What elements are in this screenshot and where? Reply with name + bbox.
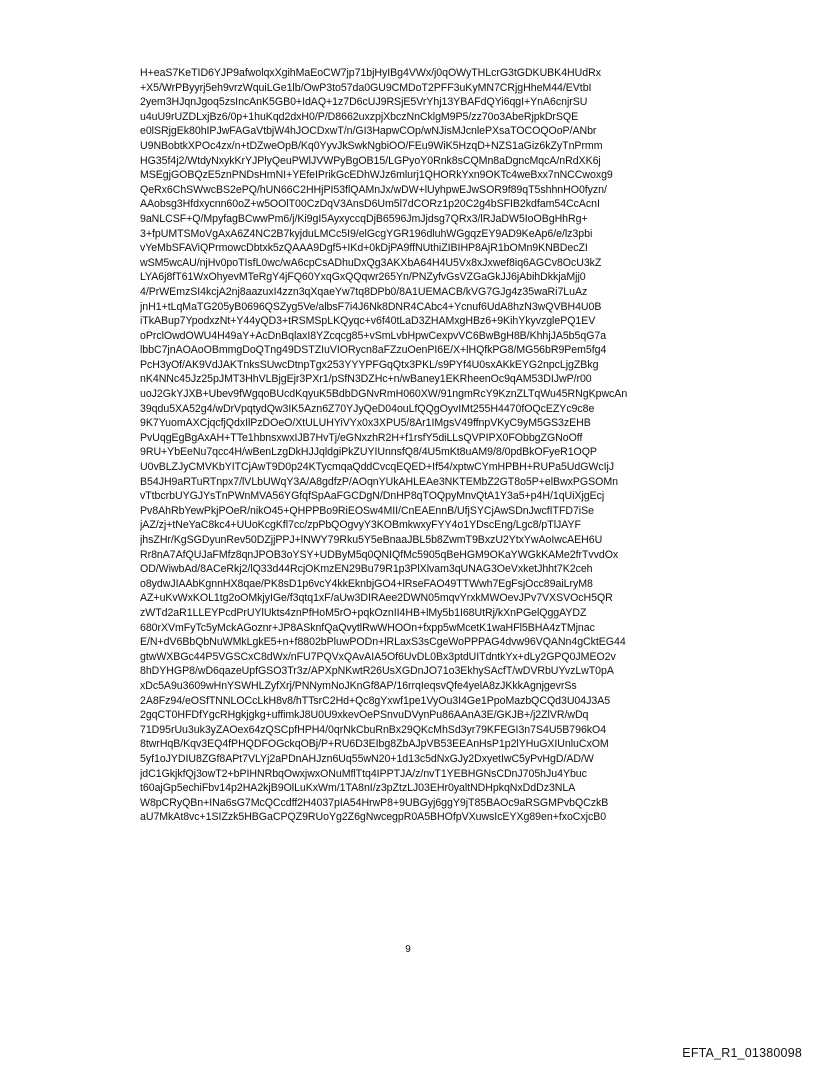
text-line: iTkABup7YpodxzNt+Y44yQD3+tRSMSpLKQyqc+v6f40tLaD3ZHAMxgHBz6+9KihYkyvzglePQ1EV (140, 315, 596, 328)
text-line: 2gqCT0HFDfYgcRHgkjgkg+uffimkJ8U0U9xkevOePSnvuDVynPu86AAnA3E/GKJB+/j2ZlVR/wDq (140, 709, 589, 722)
page-number: 9 (405, 944, 411, 955)
text-line: 9RU+YbEeNu7qcc4H/wBenLzgDkHJJqldgiPkZUYIUnnsfQ8/4U5mKt8uAM9/8/0pdBkOFyeR1OQP (140, 446, 597, 459)
text-line: AZ+uKvWxKOL1tg2oOMkjyIGe/f3qtq1xF/aUw3DIRAee2DWN05mqvYrxkMWOevJPv7VXSVOcH5QR (140, 592, 613, 605)
text-line: zWTd2aR1LLEYPcdPrUYlUkts4znPfHoM5rO+pqkOznII4HB+lMy5b1I68UtRj/kXnPGelQggAYDZ (140, 606, 587, 619)
text-line: MSEgjGOBQzE5znPNDsHmNI+YEfeIPrikGcEDhWJz6mlurj1QHORkYxn9OKTc4weBxx7nNCCwoxg9 (140, 169, 613, 182)
text-line: 3+fpUMTSMoVgAxA6Z4NC2B7kyjduLMCc5I9/elGcgYGR196dluhWGgqzEY9AD9KeAp6/e/lz3pbi (140, 227, 593, 240)
text-line: PvUqgEgBgAxAH+TTe1hbnsxwxIJB7HvTj/eGNxzhR2H+f1rsfY5diLLsQVPIPX0FObbgZGNoOff (140, 431, 583, 444)
text-line: jnH1+tLqMaTG205yB0696QSZyg5Ve/albsF7i4J6Nk8DNR4CAbc4+Ycnuf6UdA8hzN3wQVBH4U0B (140, 300, 602, 313)
text-line: e0lSRjgEk80hIPJwFAGaVtbjW4hJOCDxwT/n/GI3HapwCOp/wNJisMJcnlePXsaTOCOQOoP/ANbr (140, 125, 597, 138)
text-line: B54JH9aRTuRTnpx7/lVLbUWqY3A/A8gdfzP/AOqnYUkAHLEAe3NKTEMbZ2GT8o5P+elBwxPGSOMn (140, 475, 618, 488)
text-line: aU7MkAt8vc+1SIZzk5HBGaCPQZ9RUoYg2Z6gNwcegpR0A5BHOfpVXuwsIcEYXg89en+fxoCxjcB0 (140, 811, 607, 824)
text-line: 4/PrWEmzSI4kcjA2nj8aazuxI4zzn3qXqaeYw7tq8DPb0/8A1UEMACB/kVG7GJg4z35waRi7LuAz (140, 285, 588, 298)
text-line: jAZ/zj+tNeYaC8kc4+UUoKcgKfl7cc/zpPbQOgvyY3KOBmkwxyFYY4o1YDscEng/Lgc8/pTlJAYF (140, 519, 581, 532)
text-line: u4uU9rUZDLxjBz6/0p+1huKqd2dxH0/P/D8662uxzpjXbczNnCklgM9P5/zz70o3AbeRjpkDrSQE (140, 110, 579, 123)
text-line: W8pCRyQBn+INa6sG7McQCcdff2H4037pIA54HrwP8+9UBGyj6ggY9jT85BAOc9aRSGMPvbQCzkB (140, 796, 609, 809)
text-line: U0vBLZJyCMVKbYITCjAwT9D0p24KTycmqaQddCvcqEQED+If54/xptwCYmHPBH+RUPa5UdGWcIjJ (140, 461, 615, 474)
text-line: 5yf1oJYDIU8ZGf8APt7VLYj2aPDnAHJzn6Uq55wN20+1d13c5dNxGJy2DxyetIwC5yPvHgD/AD/W (140, 752, 594, 765)
text-line: nK4NNc45Jz25pJMT3HhVLBjgEjr3PXr1/pSfN3DZHc+n/wBaney1EKRheenOc9qAM53DIJwP/r00 (140, 373, 592, 386)
text-line: 8hDYHGP8/wD6qazeUpfGSO3Tr3z/APXpNKwtR26UsXGDnJO71o3EkhySAcfT/wDVRbUYvzLwT0pA (140, 665, 614, 678)
text-line: uoJ2GkYJXB+Ubev9fWgqoBUcdKqyuK5BdbDGNvRmH060XW/91ngmRcY9KznZLTqWu45RNgKpwcAn (140, 388, 628, 401)
text-line: jhsZHr/KgSGDyunRev50DZjjPPJ+lNWY79Rku5Y5eBnaaJBL5b8ZwmT9BxzU2YtxYwAoIwcAEH6U (140, 534, 603, 546)
text-line: vTtbcrbUYGJYsTnPWnMVA56YGfqfSpAaFGCDgN/DnHP8qTOQpyMnvQtA1Y3a5+p4H/1qUiXjgEcj (140, 490, 605, 503)
encoded-text-block (140, 66, 740, 825)
text-line: 680rXVmFyTc5yMckAGoznr+JP8ASknfQaQvytlRwWHOOn+fxpp5wMcetK1waHFl5BHA4zTMjnac (140, 621, 595, 634)
text-line: H+eaS7KeTID6YJP9afwolqxXgihMaEoCW7jp71bjHyIBg4VWx/j0qOWyTHLcrG3tGDKUBK4HUdRx (140, 67, 601, 79)
text-line: E/N+dV6BbQbNuWMkLgkE5+n+f8802bPluwPODn+lRLaxS3sCgeWoPPPAG4dvw96VQANn4gCktEG44 (140, 636, 626, 649)
text-line: oPrclOwdOWU4H49aY+AcDnBqlaxI8YZcqcg85+vSmLvbHpwCexpvVC6BwBgH8B/KhhjJA5b5qG7a (140, 329, 607, 342)
text-line: vYeMbSFAViQPrmowcDbtxk5zQAAA9Dgf5+IKd+0kDjPA9ffNUthiZIBIHP8AjR1bOMn9KNBDecZI (140, 242, 588, 255)
text-line: 9aNLCSF+Q/MpyfagBCwwPm6/j/Ki9gI5AyxyccqDjB6596JmJjdsg7QRx3/lRJaDW5IoOBgHhRg+ (140, 212, 588, 225)
text-line: xDc5A9u3609wHnYSWHLZyfXrj/PNNymNoJKnGf8AP/16rrqIeqsvQfe4yelA8zJKkkAgnjgevrSs (140, 679, 577, 692)
text-line: PcH3yOf/AK9VdJAKTnksSUwcDtnpTgx253YYYPFGqQtx3PKL/s9PYf4U0sxAKkEYG2npcLjgZBkg (140, 358, 599, 371)
text-line: U9NBobtkXPOc4zx/n+tDZweOpB/Kq0YyvJkSwkNgbiOO/FEu9WiK5HzqD+NZS1aGiz6kZyTnPrmm (140, 139, 603, 152)
text-line: 9K7YuomAXCjqcfjQdxIlPzDOeO/XtULUHYiVYx0x3XPU5/8Ar1IMgsV49ffnpVKyC9yM5GS3zEHB (140, 417, 591, 430)
text-line: HG35f4j2/WtdyNxykKrYJPlyQeuPWlJVWPyBgOB15/LGPyoY0Rnk8sCQMn8aDgncMqcA/nRdXK6j (140, 154, 601, 167)
text-line: wSM5wcAU/njHv0poTIsfL0wc/wA6cpCsADhuDxQg3AKXbA64H4U5Vx8xJxwef8iq6AGCv8OcU3kZ (140, 256, 602, 269)
text-line: OD/WiwbAd/8ACeRkj2/lQ33d44RcjOKmzEN29Bu79R1p3PlXlvam3qUNAG3OeVxketJhht7K2ceh (140, 563, 593, 576)
text-line: t60ajGp5echiFbv14p2HA2kjB9OlLuKxWm/1TA8nI/z3pZtzLJ03EHr0yaltNDHpkqNxDdDz3NLA (140, 782, 576, 795)
text-line: o8ydwJIAAbKgnnHX8qae/PK8sD1p6vcY4kkEknbjGO4+lRseFAO49TTWwh7EgFsjOcc89aiLryM8 (140, 577, 593, 590)
text-line: Rr8nA7AfQUJaFMfz8qnJPOB3oYSY+UDByM5q0QNIQfMc5905qBeHGM9OKaYWGkKAMe2frTvvdOx (140, 548, 619, 561)
text-line: lbbC7jnAOAoOBmmgDoQTng49DSTZIuVIORycn8aFZzuOenPI6E/X+lHQfkPG8/MG56bR9Pem5fg4 (140, 344, 607, 357)
text-line: 2yem3HJqnJgoq5zsIncAnK5GB0+IdAQ+1z7D6cUJ9RSjE5VrYhj13YBAFdQYi6qgI+YnA6cnjrSU (140, 96, 588, 109)
text-line: gtwWXBGc44P5VGSCxC8dWx/nFU7PQVxQAvAIA5Of6UvDL0Bx3ptdUITdntkYx+dLy2GPQ0JMEO2v (140, 650, 616, 663)
text-line: 39qdu5XA52g4/wDrVpqtydQw3IK5Azn6Z70YJyQeD04ouLfQQgOyvIMt255H4470fOQcEZYc9c8e (140, 402, 595, 415)
text-line: AAobsg3Hfdxycnn60oZ+w5OOlT00CzDqV3AnsD6Um5l7dCORz1p20C2g4bSFIB2kdfam54CcAcnI (140, 198, 600, 211)
text-line: Pv8AhRbYewPkjPOeR/nikO45+QHPPBo9RiEOSw4MII/CnEAEnnB/UfjSYCjAwSDnJwcfITFD7iSe (140, 504, 594, 517)
text-line: 71D95rUu3uk3yZAOex64zQSCpfHPH4/0qrNkCbuRnBx29QKcMhSd3yr79KFEGI3n7S4U5B796kO4 (140, 723, 607, 736)
text-line: QeRx6ChSWwcBS2ePQ/hUN66C2HHjPI53flQAMnJx/wDW+lUyhpwEJwSOR9f89qT5shhnHO0fyzn/ (140, 183, 607, 196)
text-line: 8twrHqB/Kqv3EQ4fPHQDFOGckqOBj/P+RU6D3EIbg8ZbAJpVB53EEAnHsP1p2lYHuGXIUnluCxOM (140, 738, 609, 751)
text-line: +X5/WrPByyrj5eh9vrzWquiLGe1lb/OwP3to57da0GU9CMDoT2PFF3uKyMN7CRjgHheM44/EVtbI (140, 81, 592, 94)
document-id-footer: EFTA_R1_01380098 (682, 1046, 802, 1060)
text-line: jdC1GkjkfQj3owT2+bPIHNRbqOwxjwxONuMflTtq4IPPTJA/z/nvT1YEBHGNsCDnJ705hJu4Ybuc (140, 767, 587, 780)
text-line: 2A8Fz94/eOSfTNNLOCcLkH8v8/hTTsrC2Hd+Qc8gYxwf1pe1VyOu3I4Ge1PpoMazbQCQd3U04J3A5 (140, 694, 611, 707)
text-line: LYA6j8fT61WxOhyevMTeRgY4jFQ60YxqGxQQqwr265Yn/PNZyfvGsVZGaGkJJ6jAbihDkkjaMjj0 (140, 271, 586, 284)
